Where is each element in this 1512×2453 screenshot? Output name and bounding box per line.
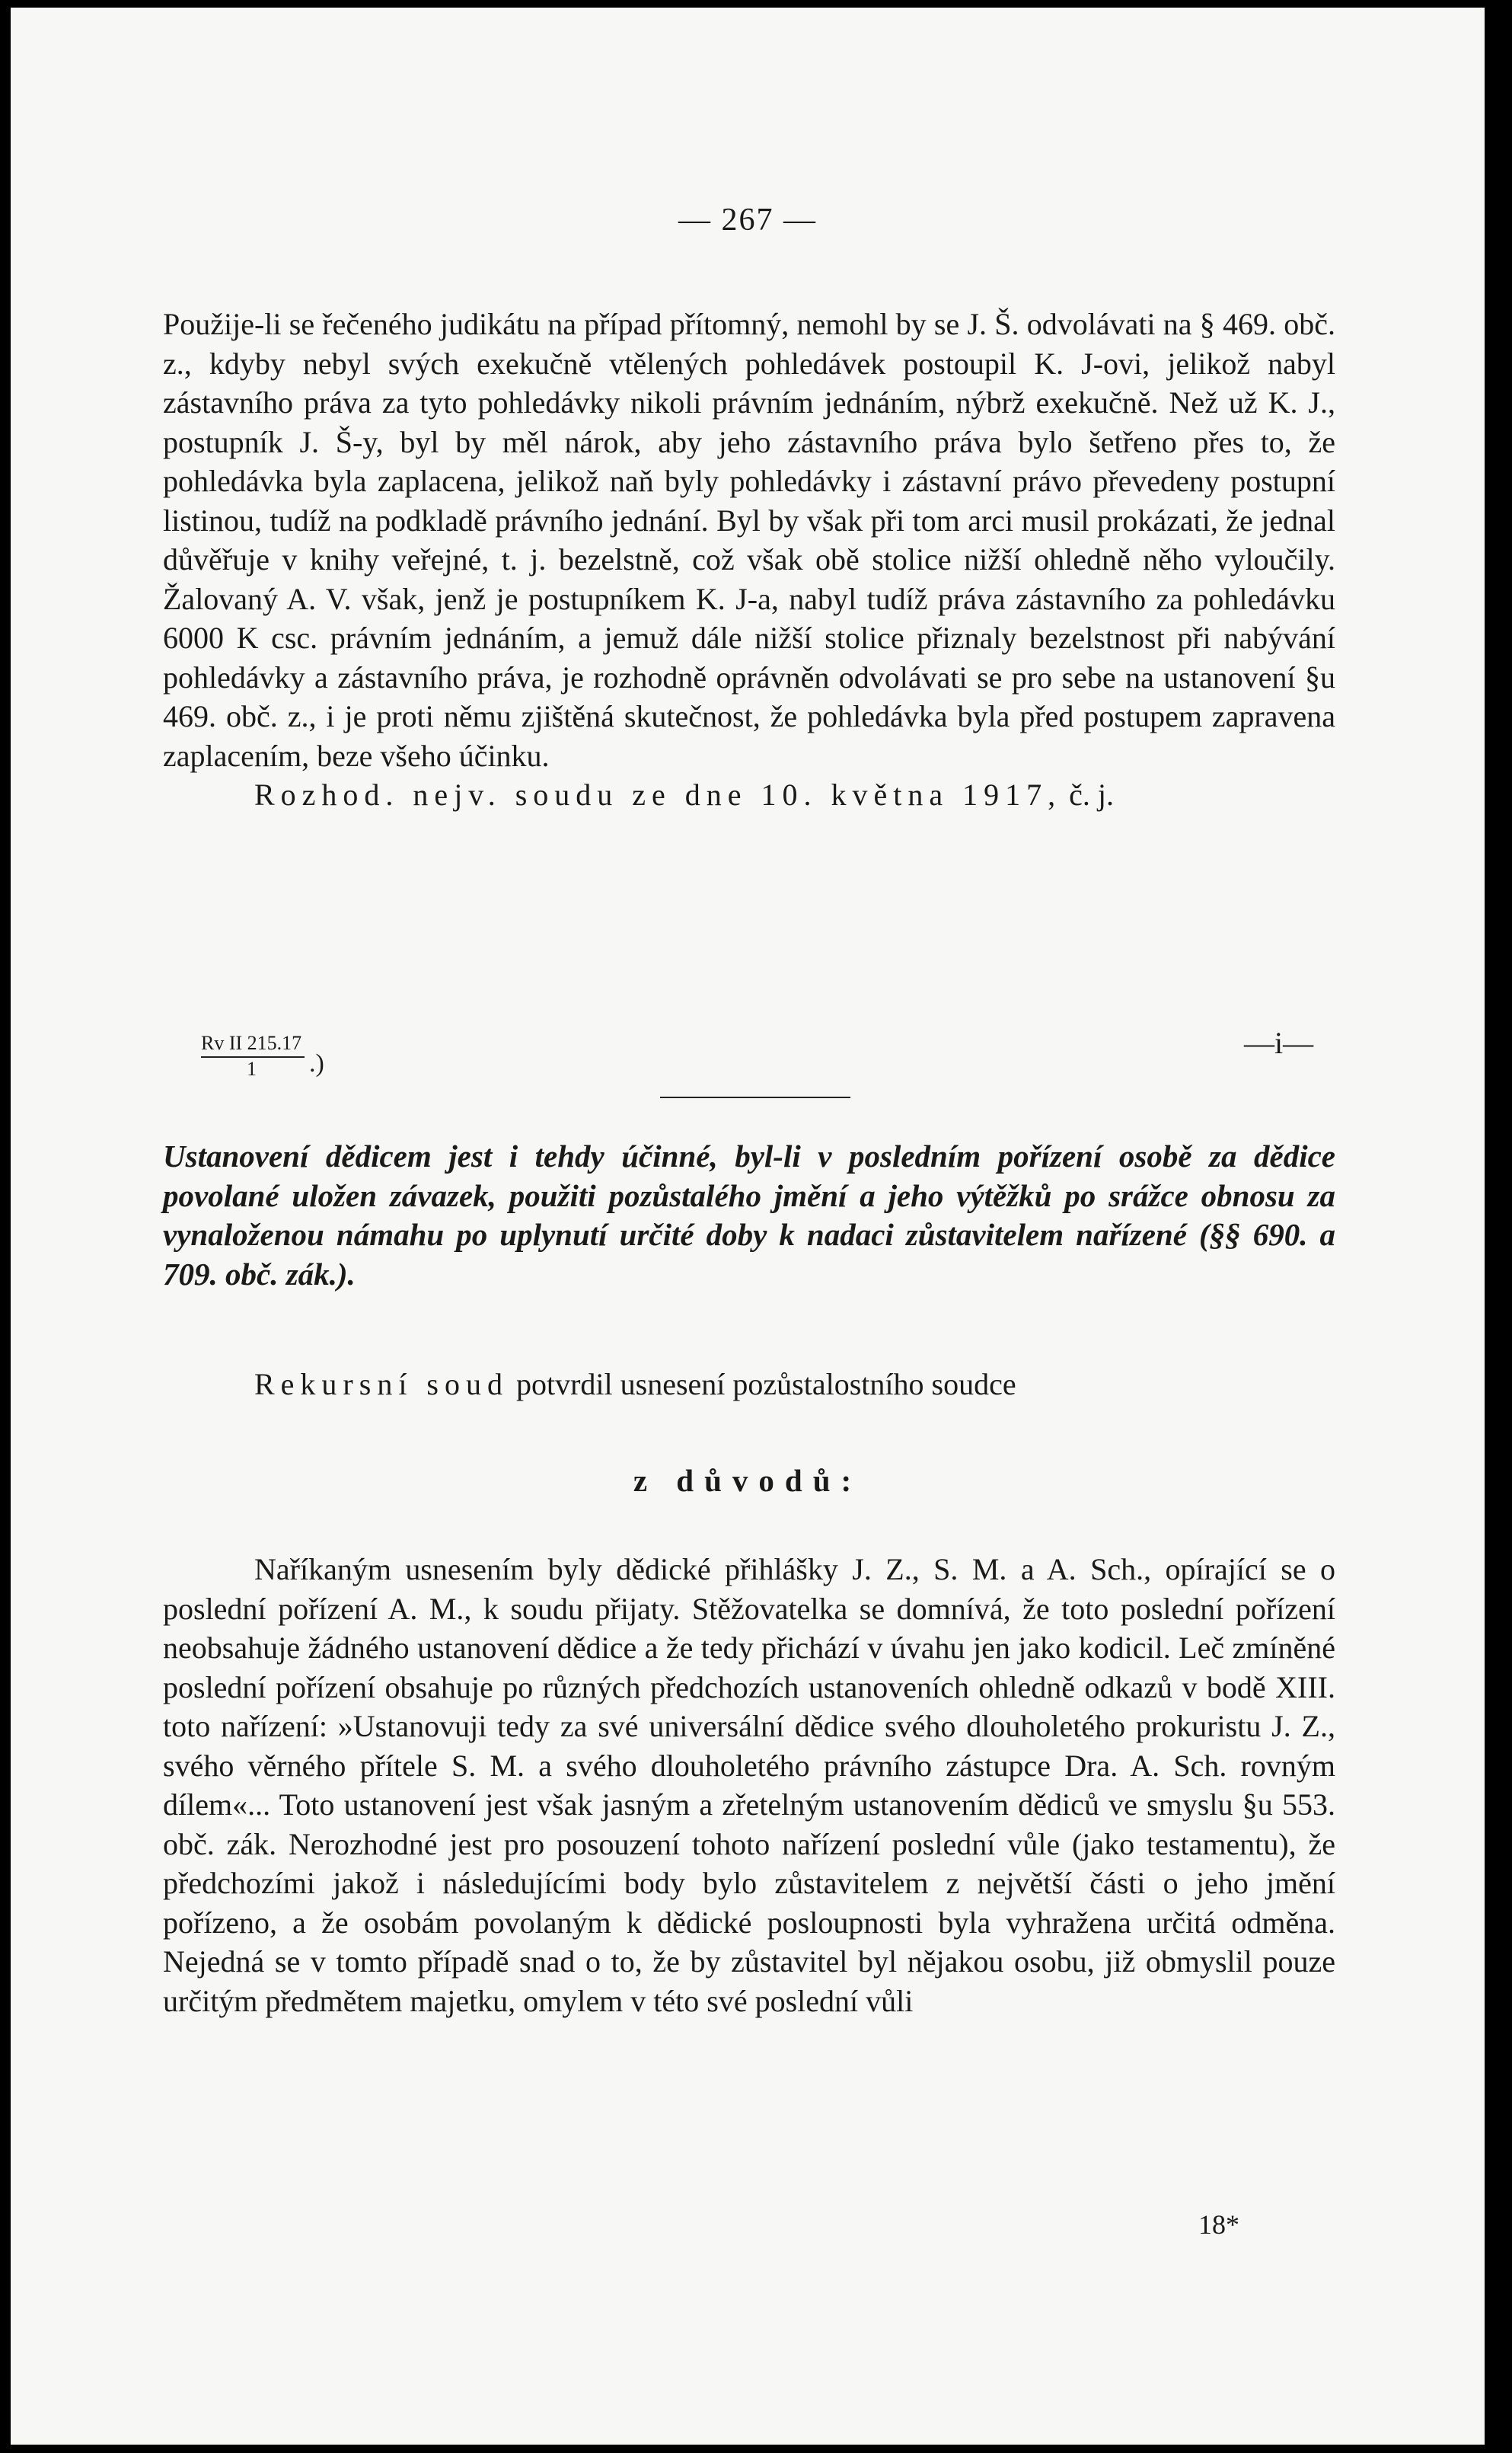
headnote-text: Ustanovení dědicem jest i tehdy účinné, byl-li v posledním pořízení osobě za dědice povolané uložen závazek, použiti pozůstalého jmění a jeho výtěžků po srážce obnosu za vynaloženou námahu po uplynutí určité doby k nadaci zůstavitelem nařízené (§§ 690. a 709. obč. zák.). (163, 1139, 1335, 1292)
paragraph-2 (163, 1365, 1335, 1404)
case-reference (201, 1032, 305, 1081)
paragraph-2-rest: potvrdil usnesení pozůstalostního soudce (516, 1367, 1016, 1401)
signature-mark: 18* (1198, 2209, 1239, 2240)
paragraph-1-text: Použije-li se řečeného judikátu na případ přítomný, nemohl by se J. Š. odvolávati na § 469. obč. z., kdyby nebyl svých exekučně vtělených pohledávek postoupil K. J-ovi, jelikož nabyl zástavního práva za tyto pohledávky nikoli právním jednáním, nýbrž exekučně. Než už K. J., postupník J. Š-y, byl by měl nárok, aby jeho zástavního práva bylo šetřeno přes to, že pohledávka byla zaplacena, jelikož naň byly pohledávky i zástavní právo převedeny postupní listinou, tudíž na podkladě právního jednání. Byl by však při tom arci musil prokázati, že jednal důvěřuje v knihy veřejné, t. j. bezelstně, což však obě stolice nižší ohledně něho vyloučily. Žalovaný A. V. však, jenž je postupníkem K. J-a, nabyl tudíž práva zástavního za pohledávku 6000 K csc. právním jednáním, a jemuž dále nižší stolice přiznaly bezelstnost při nabývání pohledávky a zástavního práva, je rozhodně oprávněn odvolávati se pro sebe na ustanovení §u 469. obč. z., i je proti němu zjištěná skutečnost, že pohledávka byla před postupem zapravena zaplacením, beze všeho účinku. (163, 307, 1335, 773)
reference-numerator: Rv II 215.17 (201, 1032, 305, 1058)
reference-closing: .) (309, 1049, 324, 1078)
reference-denominator: 1 (247, 1058, 257, 1080)
court-name-spaced: Rekursní soud (254, 1367, 509, 1401)
decision-spaced-text: Rozhod. nejv. soudu ze dne 10. května 1917, (254, 778, 1062, 812)
decision-tail: č. j. (1069, 778, 1115, 812)
section-divider (660, 1097, 850, 1098)
paragraph-continuation (163, 305, 1335, 815)
book-page (11, 8, 1485, 2445)
headnote (163, 1137, 1335, 1294)
author-initial: —i— (1244, 1026, 1314, 1060)
section-heading: z důvodů: (633, 1463, 863, 1498)
paragraph-3 (163, 1550, 1335, 2020)
page-number: — 267 — (678, 203, 817, 238)
paragraph-3-text: Naříkaným usnesením byly dědické přihlášky J. Z., S. M. a A. Sch., opírající se o poslední pořízení A. M., k soudu přijaty. Stěžovatelka se domnívá, že toto poslední pořízení neobsahuje žádného ustanovení dědice a že tedy přichází v úvahu jen jako kodicil. Leč zmíněné poslední pořízení obsahuje po různých předchozích ustanoveních ohledně odkazů v bodě XIII. toto nařízení: »Ustanovuji tedy za své universální dědice svého dlouholetého prokuristu J. Z., svého věrného přítele S. M. a svého dlouholetého právního zástupce Dra. A. Sch. rovným dílem«... Toto ustanovení jest však jasným a zřetelným ustanovením dědiců ve smyslu §u 553. obč. zák. Nerozhodné jest pro posouzení tohoto nařízení poslední vůle (jako testamentu), že předchozími jakož i následujícími body bylo zůstavitelem z největší části o jeho jmění pořízeno, a že osobám povolaným k dědické posloupnosti byla vyhražena určitá odměna. Nejedná se v tomto případě snad o to, že by zůstavitel byl nějakou osobu, již obmyslil pouze určitým předmětem majetku, omylem v této své poslední vůli (163, 1552, 1335, 2018)
decision-citation (163, 775, 1335, 815)
